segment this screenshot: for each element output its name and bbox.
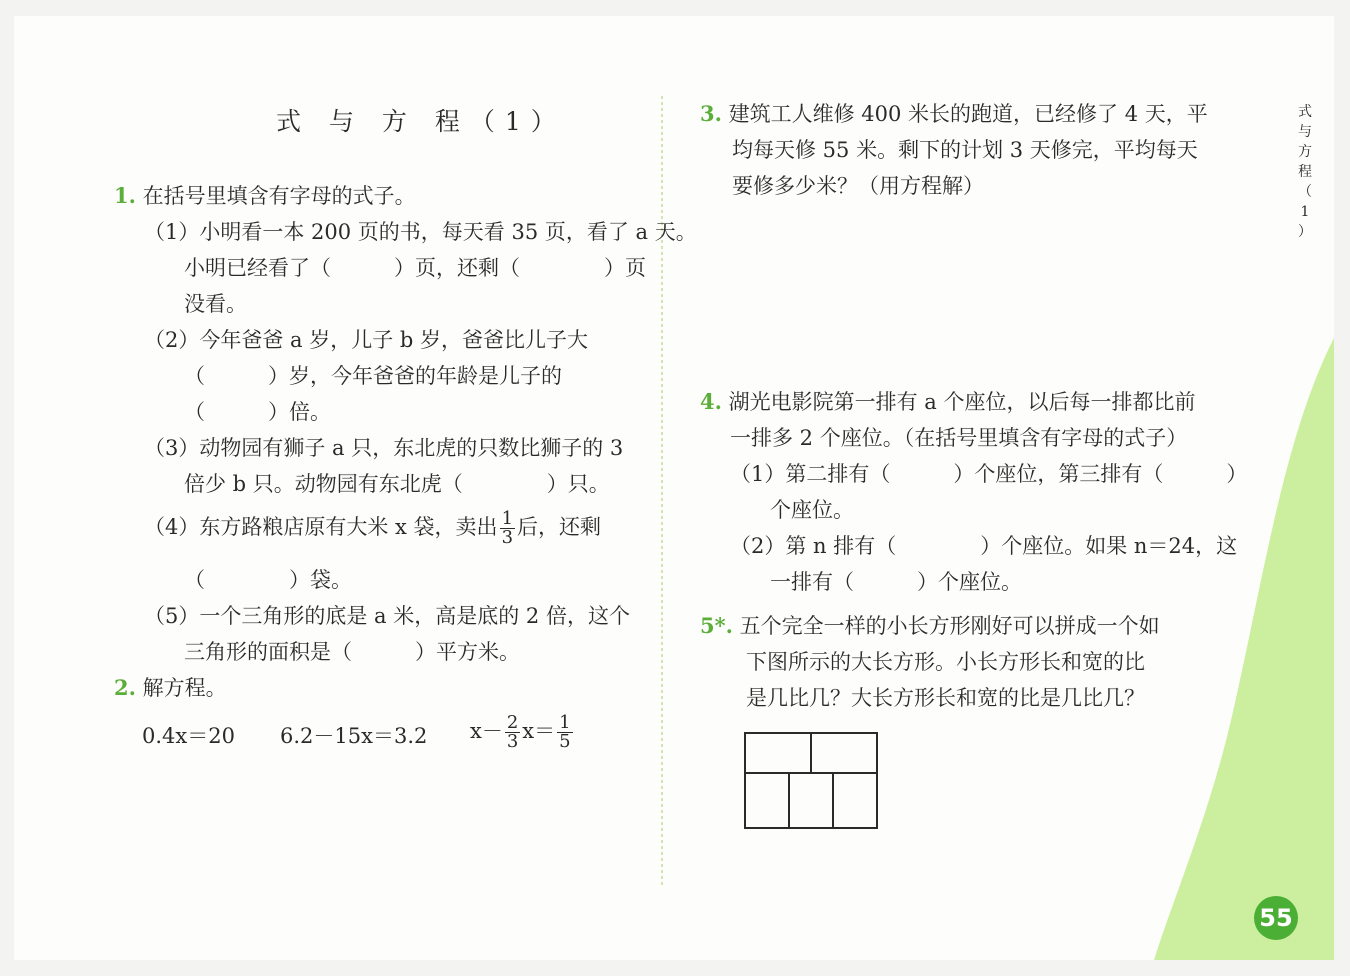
q1-part4-after: 后，还剩 [517,515,602,539]
q5-line3: 是几比几？大长方形长和宽的比是几比几？ [746,686,1145,710]
question-text: 在括号里填含有字母的式子。 [142,184,416,208]
question-3: 3. 建筑工人维修 400 米长的跑道，已经修了 4 天，平 [700,101,1208,126]
small-rectangle [832,772,878,829]
question-text: 解方程。 [142,676,227,700]
question-number: 5*. [700,613,733,638]
equation-3: x－ $\frac{2}{3}$ x＝ $\frac{1}{5}$ [470,712,571,752]
q1-part4-line2: （ ）袋。 [184,568,352,592]
small-rectangle [788,772,834,829]
q3-line3: 要修多少米？（用方程解） [732,174,984,198]
question-number: 3. [700,101,722,126]
small-rectangle [744,772,790,829]
q5-line2: 下图所示的大长方形。小长方形长和宽的比 [746,650,1145,674]
page-divider [660,96,664,886]
q1-part5-line2: 三角形的面积是（ ）平方米。 [184,640,520,664]
question-4: 4. 湖光电影院第一排有 a 个座位，以后每一排都比前 [700,389,1196,414]
fraction-two-thirds: $\frac{2}{3}$ [506,712,519,752]
q4-part1-line1: （1）第二排有（ ）个座位，第三排有（ ） [730,462,1248,486]
chapter-side-label: 式 与 方 程 （ 1 ） [1298,104,1312,240]
q4-part2-line2: 一排有（ ）个座位。 [770,570,1022,594]
fraction-one-fifth: $\frac{1}{5}$ [559,712,571,752]
q4-part2-line1: （2）第 n 排有（ ）个座位。如果 n＝24，这 [730,534,1238,558]
question-number: 1. [114,183,136,208]
page-title: 式 与 方 程（1） [276,107,566,136]
question-1 [114,184,416,208]
q1-part5-line1: （5）一个三角形的底是 a 米，高是底的 2 倍，这个 [144,604,630,628]
question-5: 5*. 五个完全一样的小长方形刚好可以拼成一个如 [700,613,1160,638]
page-number-badge: 55 [1254,896,1298,940]
q1-part4-line1 [144,510,601,547]
q1-part1-line2: 小明已经看了（ ）页，还剩（ ）页 [184,256,646,280]
question-number: 2. [114,675,136,700]
q1-part3-line2: 倍少 b 只。动物园有东北虎（ ）只。 [184,472,610,496]
workbook-page [14,16,1334,960]
equation-2: 6.2－15x＝3.2 [280,724,428,748]
q1-part1-line1: （1）小明看一本 200 页的书，每天看 35 页，看了 a 天。 [144,220,697,244]
q3-line2: 均每天修 55 米。剩下的计划 3 天修完，平均每天 [732,138,1198,162]
small-rectangle [744,732,812,774]
fraction-one-third: $\frac{1}{3}$ [501,508,514,548]
question-number: 4. [700,389,722,414]
q1-part3-line1: （3）动物园有狮子 a 只，东北虎的只数比狮子的 3 [144,436,624,460]
q4-line2: 一排多 2 个座位。（在括号里填含有字母的式子） [730,426,1188,450]
q1-part1-line3: 没看。 [184,292,247,316]
q1-part2-line2: （ ）岁，今年爸爸的年龄是儿子的 [184,364,562,388]
q1-part4-before: （4）东方路粮店原有大米 x 袋，卖出 [144,515,498,539]
equation-1: 0.4x＝20 [142,724,235,748]
question-2 [114,676,227,700]
small-rectangle [810,732,878,774]
q1-part2-line3: （ ）倍。 [184,400,331,424]
q4-part1-line2: 个座位。 [770,498,854,522]
q1-part2-line1: （2）今年爸爸 a 岁，儿子 b 岁，爸爸比儿子大 [144,328,589,352]
